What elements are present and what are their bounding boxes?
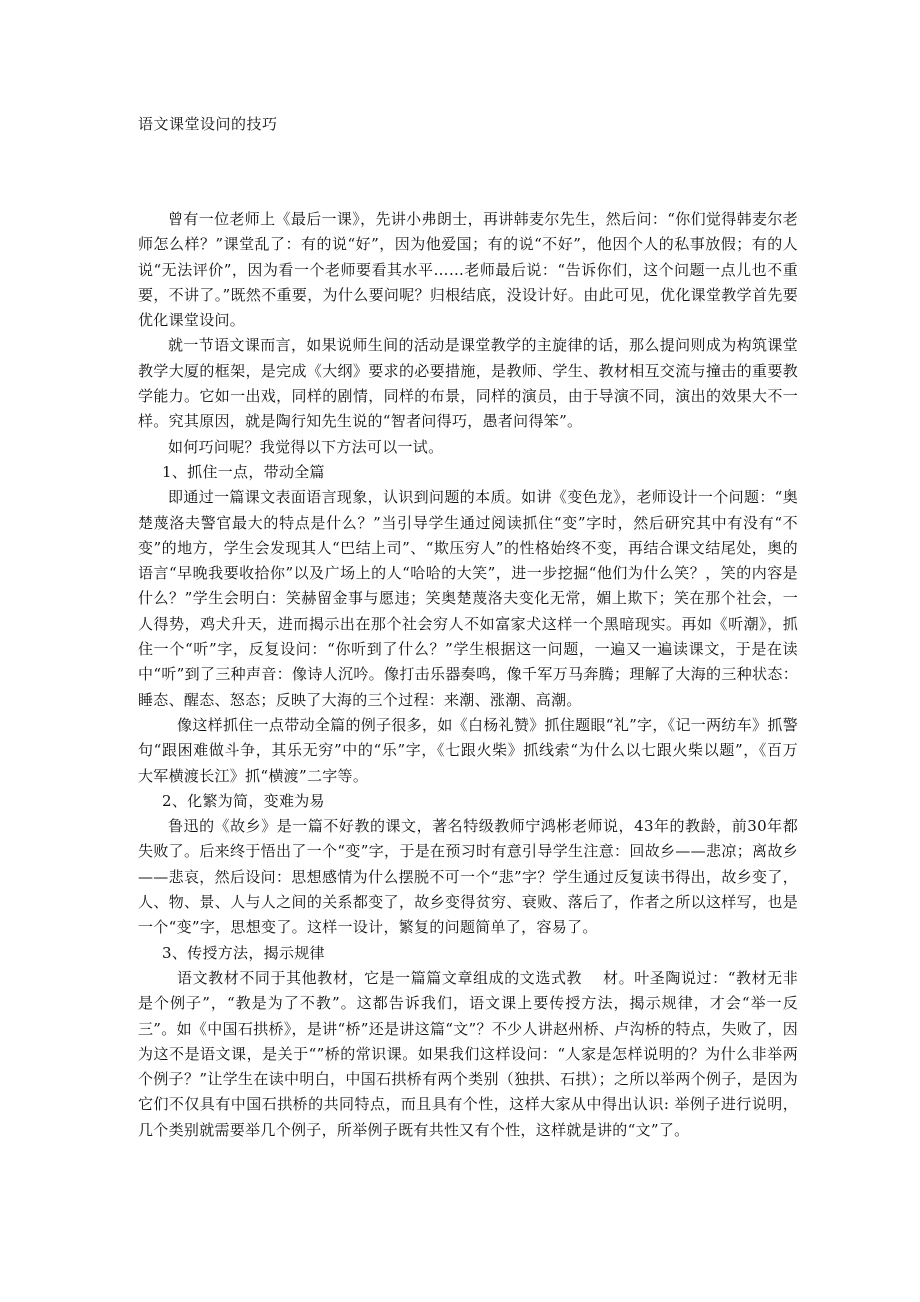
document-title: 语文课堂设问的技巧 (138, 115, 278, 133)
document-body (138, 207, 798, 1143)
paragraph-framework: 就一节语文课而言，如果说师生间的活动是课堂教学的主旋律的话，那么提问则成为构筑课堂教学大厦的框架，是完成《大纲》要求的必要措施，是教师、学生、教材相互交流与撞击的重要教学能力。它如一出戏，同样的剧情，同样的布景，同样的演员，由于导演不同，演出的效果大不一样。究其原因，就是陶行知先生说的“智者问得巧，愚者问得笨”。 (138, 336, 798, 431)
paragraph-section-1: 即通过一篇课文表面语言现象，认识到问题的本质。如讲《变色龙》，老师设计一个问题：“奥楚蔑洛夫警官最大的特点是什么？”当引导学生通过阅读抓住“变”字时，然后研究其中有没有“不变”的地方，学生会发现其人“巴结上司”、“欺压穷人”的性格始终不变，再结合课文结尾处，奥的语言“早晚我要收拾你”以及广场上的人“哈哈的大笑”，进一步挖掘“他们为什么笑？，笑的内容是什么？”学生会明白：笑赫留金事与愿违；笑奥楚蔑洛夫变化无常，媚上欺下；笑在那个社会，一人得势，鸡犬升天，进而揭示出在那个社会穷人不如富家犬这样一个黑暗现实。再如《听潮》，抓住一个“听”字，反复设问：“你听到了什么？”学生根据这一问题，一遍又一遍读课文，于是在读中“听”到了三种声音：像诗人沉吟。像打击乐器奏鸣，像千军万马奔腾；理解了大海的三种状态：睡态、醒态、怒态；反映了大海的三个过程：来潮、涨潮、高潮。 (138, 488, 798, 709)
paragraph-intro: 曾有一位老师上《最后一课》，先讲小弗朗士，再讲韩麦尔先生，然后问：“你们觉得韩麦尔老师怎么样？”课堂乱了：有的说“好”，因为他爱国；有的说“不好”，他因个人的私事放假；有的人说“无法评价”，因为看一个老师要看其水平……老师最后说：“告诉你们，这个问题一点儿也不重要，不讲了。”既然不重要，为什么要问呢？归根结底，没设计好。由此可见，优化课堂教学首先要优化课堂设问。 (138, 210, 798, 330)
section-heading-3: 3、传授方法，揭示规律 (162, 943, 325, 962)
paragraph-section-2: 鲁迅的《故乡》是一篇不好教的课文，著名特级教师宁鸿彬老师说，43年的教龄，前30年都失败了。后来终于悟出了一个“变”字，于是在预习时有意引导学生注意：回故乡——悲凉；离故乡——悲哀，然后设问：思想感情为什么摆脱不可一个“悲”字？学生通过反复读书得出，故乡变了，人、物、景、人与人之间的关系都变了，故乡变得贫穷、衰败、落后了，作者之所以这样写，也是一个“变”字，思想变了。这样一设计，繁复的问题简单了，容易了。 (138, 817, 798, 937)
section-heading-1: 1、抓住一点，带动全篇 (162, 462, 325, 481)
section-heading-2: 2、化繁为简，变难为易 (162, 791, 325, 810)
paragraph-how: 如何巧问呢？我觉得以下方法可以一试。 (168, 437, 444, 456)
paragraph-section-1-examples: 像这样抓住一点带动全篇的例子很多，如《白杨礼赞》抓住题眼“礼”字，《记一两纺车》抓警句“跟困难做斗争，其乐无穷”中的“乐”字，《七跟火柴》抓线索“为什么以七跟火柴以题”，《百万大军横渡长江》抓“横渡”二字等。 (138, 715, 798, 785)
paragraph-section-3: 语文教材不同于其他教材，它是一篇篇文章组成的文选式教 材。叶圣陶说过：“教材无非是个例子”，“教是为了不教”。这都告诉我们，语文课上要传授方法，揭示规律，才会“举一反三”。如《中国石拱桥》，是讲“桥”还是讲这篇“文”？不少人讲赵州桥、卢沟桥的特点，失败了，因为这不是语文课，是关于“”桥的常识课。如果我们这样设问：“人家是怎样说明的？为什么非举两个例子？”让学生在读中明白，中国石拱桥有两个类别（独拱、石拱）；之所以举两个例子，是因为它们不仅具有中国石拱桥的共同特点，而且具有个性，这样大家从中得出认识: 举例子进行说明，几个类别就需要举几个例子，所举例子既有共性又有个性，这样就是讲的“文”了。 (138, 968, 798, 1139)
